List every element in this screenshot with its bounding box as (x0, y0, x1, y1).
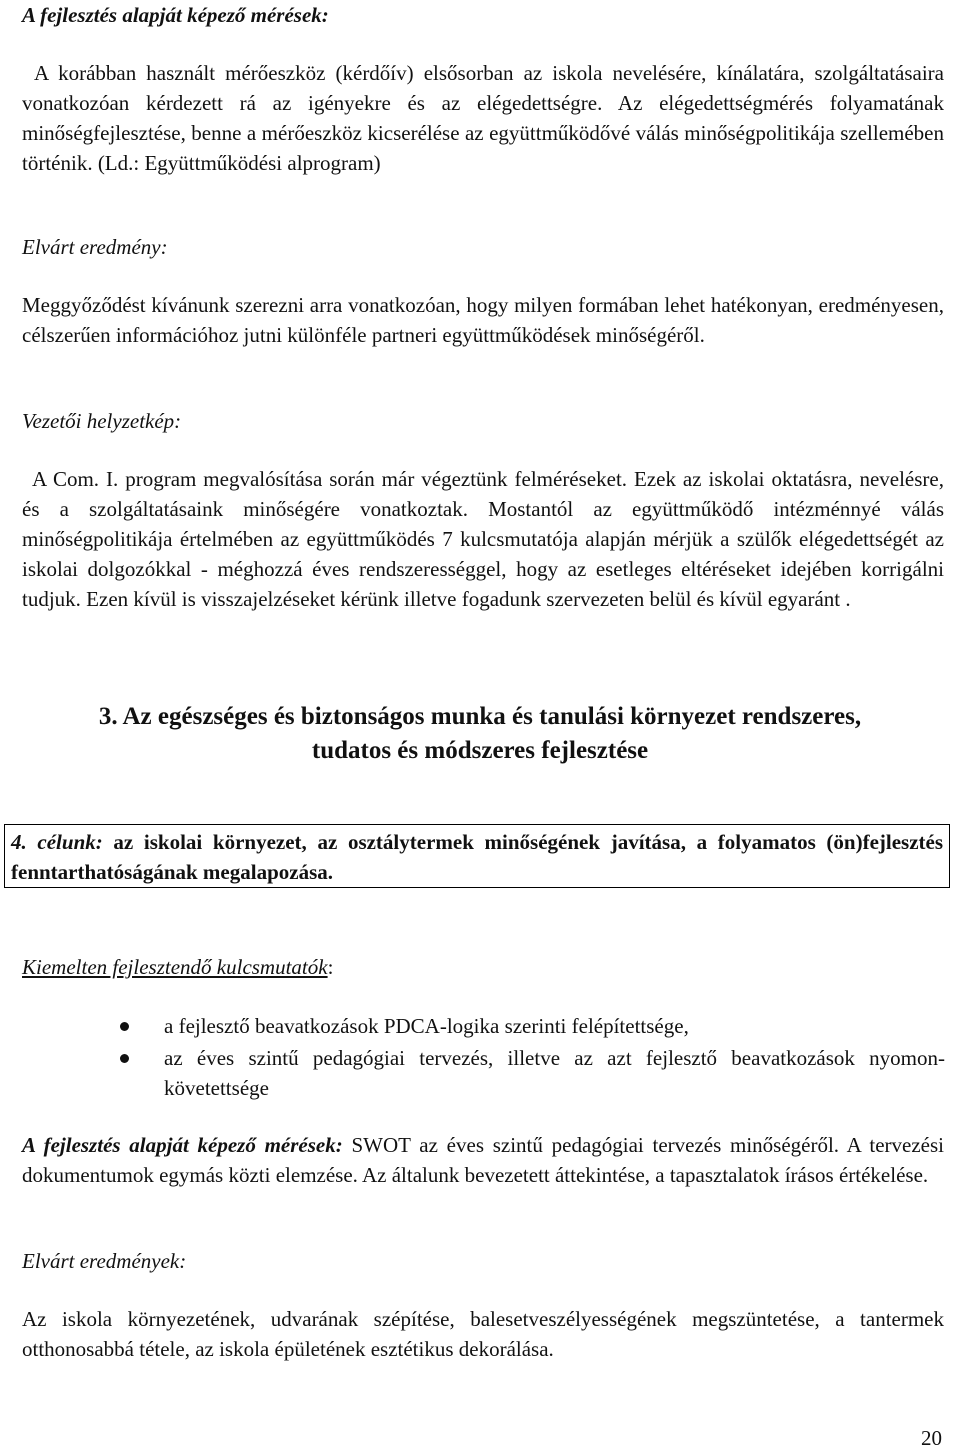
list-item (120, 1043, 945, 1103)
leader-overview-heading: Vezetői helyzetkép: (22, 409, 182, 433)
bullet-icon (120, 1054, 129, 1063)
key-indicators-list (120, 1011, 945, 1105)
list-item (120, 1011, 945, 1041)
expected-result-heading: Elvárt eredmény: (22, 235, 168, 259)
leader-overview-text: A Com. I. program megvalósítása során már végeztünk felméréseket. Ezek az iskolai oktatásra, nevelésre, és a szolgáltatásaink minőségére vonatkoztak. Mostantól az együttműködő intézménnyé válás minőségpolitikája értelmében az együttműködés 7 kulcsmutatója alapján mérjük a szülők elégedettségét az iskolai dolgozókkal - méghozzá éves rendszerességgel, hogy az esetleges eltéréseket idejében korrigálni tudjuk. Ezen kívül is visszajelzéseket kérünk illetve fogadunk szervezeten belül és kívül egyaránt . (22, 467, 944, 611)
page-number: 20 (921, 1426, 942, 1450)
measurements-2-text: SWOT az éves szintű pedagógiai tervezés minőségéről. A tervezési dokumentumok egymás közti elemzése. Az általunk bevezetett áttekintése, a tapasztalatok írásos értékelése. (22, 1133, 944, 1187)
goal-text: az iskolai környezet, az osztálytermek minőségének javítása, a folyamatos (ön)fejlesztés fenntarthatóságának megalapozása. (11, 830, 944, 884)
measurements-paragraph: A korábban használt mérőeszköz (kérdőív) elsősorban az iskola nevelésére, kínálatára, szolgáltatásaira vonatkozóan kérdezett rá az igényekre és az elégedettségre. Az elégedettségmérés folyamatának minőségfejlesztése, benne a mérőeszköz kicserélése az együttműködővé válás minőségpolitikája szellemében történik. (Ld.: Együttműködési alprogram) (22, 61, 944, 175)
expected-result-text: Meggyőződést kívánunk szerezni arra vonatkozóan, hogy milyen formában lehet hatékonyan, eredményesen, célszerűen információhoz jutni különféle partneri együttműködések minőségéről. (22, 293, 944, 347)
list-item-text: az éves szintű pedagógiai tervezés, illetve az azt fejlesztő beavatkozások nyomon-követettsége (164, 1046, 945, 1100)
measurements-2-paragraph (22, 1130, 944, 1190)
section-3-title-line1: 3. Az egészséges és biztonságos munka és tanulási környezet rendszeres, (98, 703, 862, 730)
list-item-text: a fejlesztő beavatkozások PDCA-logika szerinti felépítettsége, (164, 1014, 689, 1038)
measurements-2-heading: A fejlesztés alapját képező mérések: (22, 1133, 343, 1157)
key-indicators-colon: : (327, 955, 334, 979)
goal-label: 4. célunk: (11, 830, 103, 854)
section-3-title-line2: tudatos és módszeres fejlesztése (311, 737, 649, 764)
measurements-heading: A fejlesztés alapját képező mérések: (22, 3, 329, 27)
section-3-title (0, 700, 960, 768)
expected-results-heading: Elvárt eredmények: (22, 1249, 187, 1273)
key-indicators-heading (22, 952, 922, 982)
expected-results-text: Az iskola környezetének, udvarának szépítése, balesetveszélyességének megszüntetése, a tantermek otthonosabbá tétele, az iskola épületének esztétikus dekorálása. (22, 1307, 944, 1361)
key-indicators-label: Kiemelten fejlesztendő kulcsmutatók (22, 955, 328, 979)
bullet-icon (120, 1022, 129, 1031)
goal-box (4, 824, 950, 888)
